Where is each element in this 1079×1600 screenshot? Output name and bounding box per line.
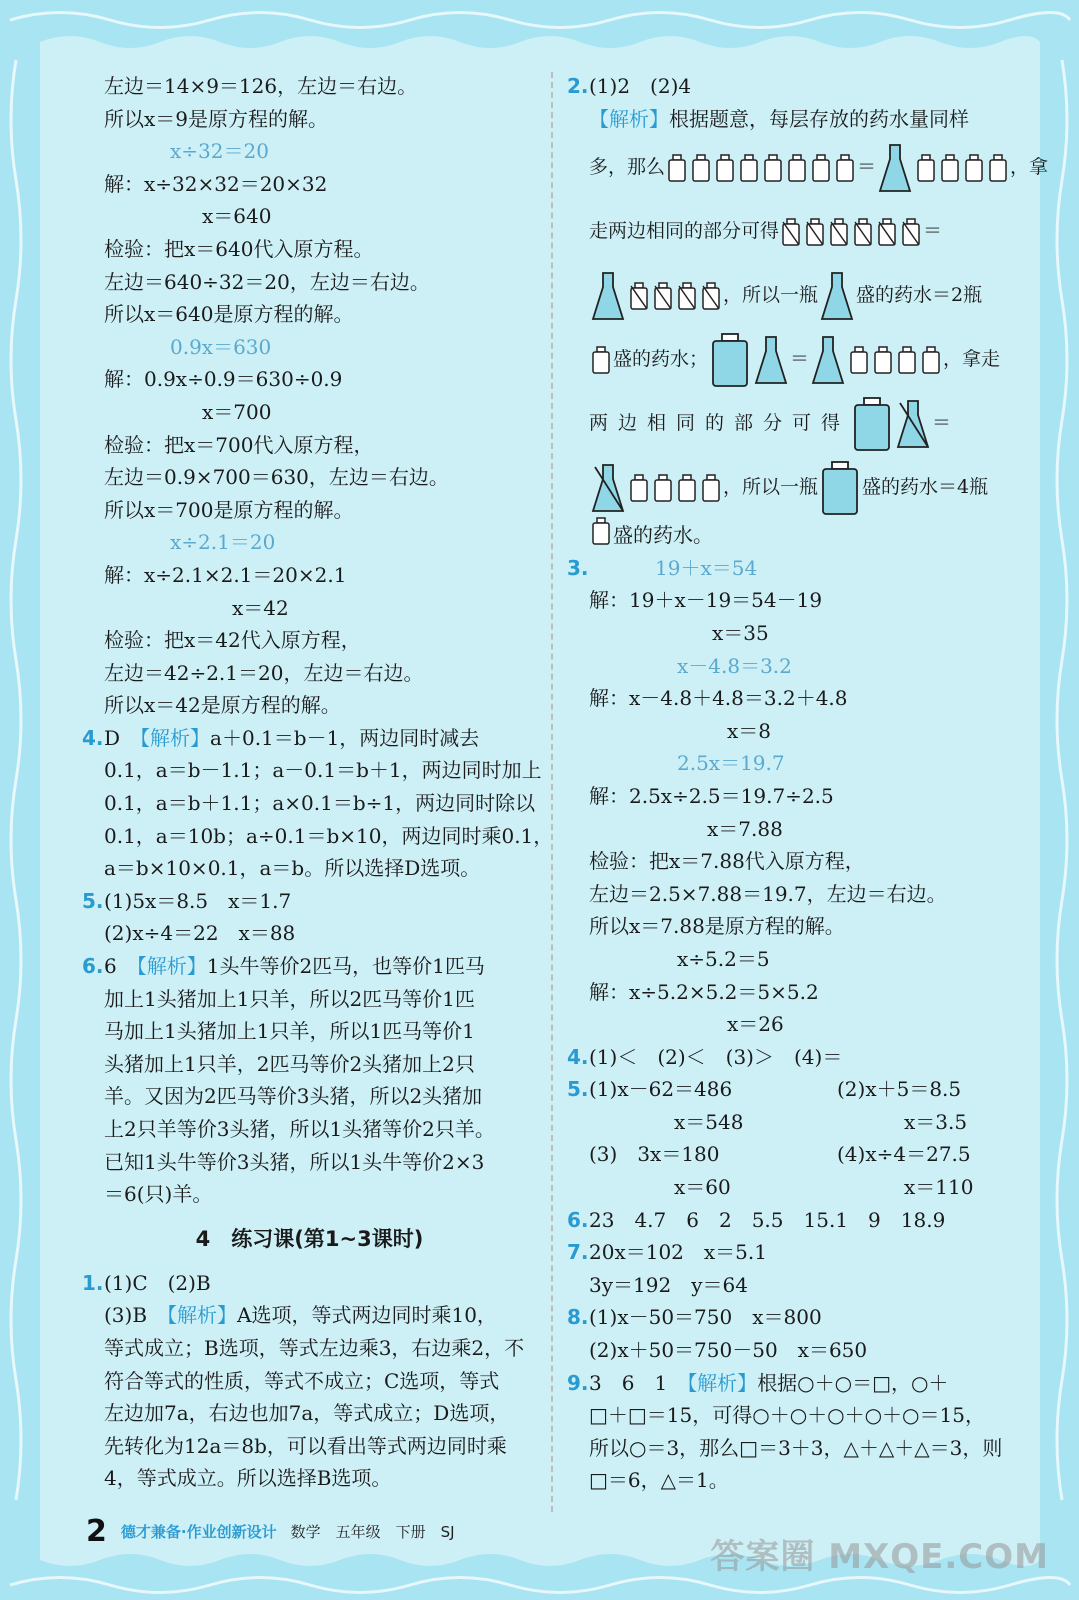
book-subject: 数学 五年级 下册 SJ <box>290 1522 455 1541</box>
text-line: 检验：把x＝42代入原方程， <box>104 628 361 653</box>
question-3: 3. 19＋x＝54 <box>567 555 758 580</box>
jar-icon <box>710 332 750 388</box>
flask-icon <box>896 399 930 449</box>
bottle-icon <box>921 346 941 374</box>
text-line: 左边＝0.9×700＝630，左边＝右边。 <box>104 465 449 490</box>
text-line: 检验：把x＝7.88代入原方程， <box>589 849 865 874</box>
text-line: 解：x－4.8＋4.8＝3.2＋4.8 <box>589 686 848 711</box>
text-line: 羊。又因为2匹马等价3头猪，所以2头猪加 <box>104 1084 483 1109</box>
question-6: 6.23 4.7 6 2 5.5 15.1 9 18.9 <box>567 1207 946 1232</box>
text-line: 头猪加上1只羊，2匹马等价2头猪加上2只 <box>104 1051 475 1076</box>
bottle-icon <box>901 218 921 246</box>
bottle-icon <box>739 154 759 182</box>
bottle-icon <box>691 154 711 182</box>
bottle-icon <box>940 154 960 182</box>
text-line: x＝60 x＝110 <box>674 1175 974 1200</box>
question-6: 6.6 【解析】1头牛等价2匹马，也等价1匹马 <box>82 954 485 979</box>
jar-icon <box>818 455 862 519</box>
bottle-icon <box>715 154 735 182</box>
question-2: 2.(1)2 (2)4 <box>567 74 692 98</box>
bottle-icon <box>829 218 849 246</box>
text-line: 已知1头牛等价3头猪，所以1头牛等价2×3 <box>104 1149 485 1174</box>
text-line: 所以○＝3，那么□＝3＋3，△＋△＋△＝3，则 <box>589 1435 1003 1460</box>
crossed-flask-icon <box>589 455 627 519</box>
text-line: 盛的药水。 <box>567 519 1037 552</box>
crossed-bottle-icons <box>627 263 723 327</box>
bottle-icon <box>629 474 649 502</box>
bottle-icon <box>805 218 825 246</box>
flask-icon <box>818 263 856 327</box>
text-line: 马加上1头猪加上1只羊，所以1匹马等价1 <box>104 1019 475 1044</box>
text-line: 解：0.9x÷0.9＝630÷0.9 <box>104 367 343 392</box>
bottle-equation-2: 走两边相同的部分可得 ＝ <box>567 199 1037 263</box>
text-line: 0.1，a＝b－1.1；a－0.1＝b＋1，两边同时加上 <box>104 758 542 783</box>
bottle-icon <box>653 474 673 502</box>
question-8: 8.(1)x－50＝750 x＝800 <box>567 1305 822 1330</box>
text-line: 所以x＝9是原方程的解。 <box>104 106 329 131</box>
bottle-icon <box>964 154 984 182</box>
bottle-icon <box>677 474 697 502</box>
text-line: x＝35 <box>712 620 769 645</box>
book-brand: 德才兼备·作业创新设计 <box>120 1522 277 1541</box>
flask-icon <box>754 335 788 385</box>
equation-heading: x÷2.1＝20 <box>170 530 276 555</box>
equation-heading: 0.9x＝630 <box>170 334 272 359</box>
bottle-icon <box>667 154 687 182</box>
bottle-icon <box>849 346 869 374</box>
jar-icon <box>850 391 894 455</box>
watermark: 答案圈 MXQE.COM <box>710 1537 1049 1577</box>
equation-heading: 2.5x＝19.7 <box>677 751 785 776</box>
text-line: 解：x÷2.1×2.1＝20×2.1 <box>104 562 347 587</box>
text-line: 等式成立；B选项，等式左边乘3，右边乘2，不 <box>104 1335 525 1360</box>
small-bottle-icons <box>847 327 943 391</box>
bottle-icon <box>763 154 783 182</box>
text-line: 解：x÷5.2×5.2＝5×5.2 <box>589 979 819 1004</box>
text-line: 所以x＝42是原方程的解。 <box>104 693 341 718</box>
bottle-equation-6: ，所以一瓶 盛的药水＝4瓶 <box>567 455 1037 519</box>
text-line: (3) 3x＝180 (4)x÷4＝27.5 <box>589 1142 971 1167</box>
bottle-icon <box>877 218 897 246</box>
text-line: 【解析】根据题意，每层存放的药水量同样 <box>589 106 969 131</box>
text-line: 左边＝14×9＝126，左边＝右边。 <box>104 74 418 98</box>
flask-icon <box>591 271 625 321</box>
bottle-icon <box>988 154 1008 182</box>
bottle-icon <box>701 474 721 502</box>
text-line: 4，等式成立。所以选择B选项。 <box>104 1466 392 1491</box>
section-title: 4 练习课(第1~3课时) <box>195 1226 424 1251</box>
bottle-icon <box>916 154 936 182</box>
jar-icon <box>708 327 752 391</box>
text-line: (3)B 【解析】A选项，等式两边同时乘10， <box>104 1303 497 1328</box>
equation-heading: x－4.8＝3.2 <box>677 653 792 678</box>
jar-icon <box>820 460 860 516</box>
bottle-icon <box>677 282 697 310</box>
analysis-tag: 【解析】 <box>167 1303 238 1328</box>
text-line: 左边＝640÷32＝20，左边＝右边。 <box>104 269 430 294</box>
question-7: 7.20x＝102 x＝5.1 <box>567 1240 767 1265</box>
bottle-icon <box>787 154 807 182</box>
text-line: 先转化为12a＝8b，可以看出等式两边同时乘 <box>104 1433 507 1458</box>
text-line: (2)x＋50＝750－50 x＝650 <box>589 1338 868 1363</box>
text-line: x＝42 <box>232 595 289 620</box>
text-line: 3y＝192 y＝64 <box>589 1272 748 1297</box>
text-line: 上2只羊等价3头猪，所以1头猪等价2只羊。 <box>104 1117 495 1141</box>
text-line: a＝b×10×0.1，a＝b。所以选择D选项。 <box>104 856 481 881</box>
bottle-icon <box>811 154 831 182</box>
text-line: □＝6，△＝1。 <box>589 1468 729 1493</box>
text-line: 检验：把x＝640代入原方程。 <box>104 236 374 261</box>
analysis-tag: 【解析】 <box>687 1370 758 1395</box>
question-5: 5.(1)x－62＝486 (2)x＋5＝8.5 <box>567 1077 962 1102</box>
text-line: 所以x＝700是原方程的解。 <box>104 497 354 522</box>
bottle-icon <box>629 282 649 310</box>
text-line: 左边＝42÷2.1＝20，左边＝右边。 <box>104 660 424 685</box>
bottle-icon <box>853 218 873 246</box>
flask-icon <box>591 463 625 513</box>
left-column <box>82 70 554 1495</box>
flask-icon <box>752 327 790 391</box>
bottle-icon <box>897 346 917 374</box>
question-4: 4.(1)＜ (2)＜ (3)＞ (4)＝ <box>567 1044 843 1069</box>
text-line: 0.1，a＝10b；a÷0.1＝b×10，两边同时乘0.1， <box>104 823 554 848</box>
crossed-flask-icon <box>894 391 932 455</box>
jar-icon <box>852 396 892 452</box>
analysis-tag: 【解析】 <box>589 106 669 131</box>
small-bottle-icons <box>665 135 857 199</box>
question-4: 4.D 【解析】a＋0.1＝b－1，两边同时减去 <box>82 725 480 750</box>
bottle-equation-1: 多，那么 ＝ ，拿 <box>567 135 1037 199</box>
text-line: 符合等式的性质，等式不成立；C选项，等式 <box>104 1368 500 1393</box>
page-footer <box>86 1514 455 1548</box>
bottle-icon <box>873 346 893 374</box>
analysis-tag: 【解析】 <box>140 725 211 750</box>
text-line: ＝6(只)羊。 <box>104 1182 213 1207</box>
bottle-icon <box>835 154 855 182</box>
text-line: 解：2.5x÷2.5＝19.7÷2.5 <box>589 783 834 808</box>
question-5: 5.(1)5x＝8.5 x＝1.7 <box>82 888 292 913</box>
text-line: 所以x＝7.88是原方程的解。 <box>589 914 845 939</box>
small-bottle-icon <box>589 327 613 391</box>
small-bottle-icons <box>627 455 723 519</box>
analysis-tag: 【解析】 <box>136 954 207 979</box>
bottle-icon <box>591 346 611 374</box>
crossed-bottle-icons <box>779 199 923 263</box>
right-column <box>567 70 1049 1497</box>
text-line: 所以x＝640是原方程的解。 <box>104 302 354 327</box>
question-9: 9.3 6 1 【解析】根据○＋○＝□，○＋ <box>567 1370 949 1395</box>
page-number: 2 <box>86 1513 107 1549</box>
bottle-icon <box>781 218 801 246</box>
bottle-icon <box>701 282 721 310</box>
text-line: x＝8 <box>727 718 772 743</box>
bottle-icon <box>591 517 611 545</box>
bottle-equation-5: 两边相同的部分可得 ＝ <box>567 391 1037 455</box>
text-line: x＝700 <box>202 399 272 424</box>
small-bottle-icon <box>589 517 613 555</box>
small-bottle-icons <box>914 135 1010 199</box>
bottle-equation-3: ，所以一瓶 盛的药水＝2瓶 <box>567 263 1037 327</box>
text-line: 左边加7a，右边也加7a，等式成立；D选项， <box>104 1401 510 1426</box>
flask-icon <box>878 143 912 193</box>
text-line: □＋□＝15，可得○＋○＋○＋○＋○＝15， <box>589 1403 985 1428</box>
text-line: (2)x÷4＝22 x＝88 <box>104 921 296 946</box>
bottle-icon <box>653 282 673 310</box>
flask-icon <box>589 263 627 327</box>
text-line: 左边＝2.5×7.88＝19.7，左边＝右边。 <box>589 881 947 906</box>
flask-icon <box>876 135 914 199</box>
flask-icon <box>820 271 854 321</box>
text-line: 0.1，a＝b＋1.1；a×0.1＝b÷1，两边同时除以 <box>104 791 536 816</box>
text-line: 解：x÷32×32＝20×32 <box>104 171 328 196</box>
text-line: x＝548 x＝3.5 <box>674 1109 968 1134</box>
text-line: 检验：把x＝700代入原方程， <box>104 432 374 457</box>
text-line: 解：19＋x－19＝54－19 <box>589 588 823 613</box>
text-line: x＝640 <box>202 204 272 229</box>
text-line: 加上1头猪加上1只羊，所以2匹马等价1匹 <box>104 986 475 1011</box>
flask-icon <box>809 327 847 391</box>
flask-icon <box>811 335 845 385</box>
text-line: x＝7.88 <box>707 816 783 841</box>
question-1: 1.(1)C (2)B <box>82 1270 211 1295</box>
equation-heading: x÷32＝20 <box>170 139 269 164</box>
bottle-equation-4: 盛的药水； ＝ ，拿走 <box>567 327 1037 391</box>
text-line: x＝26 <box>727 1012 784 1037</box>
text-line: x÷5.2＝5 <box>677 946 770 971</box>
column-divider <box>551 72 553 1512</box>
